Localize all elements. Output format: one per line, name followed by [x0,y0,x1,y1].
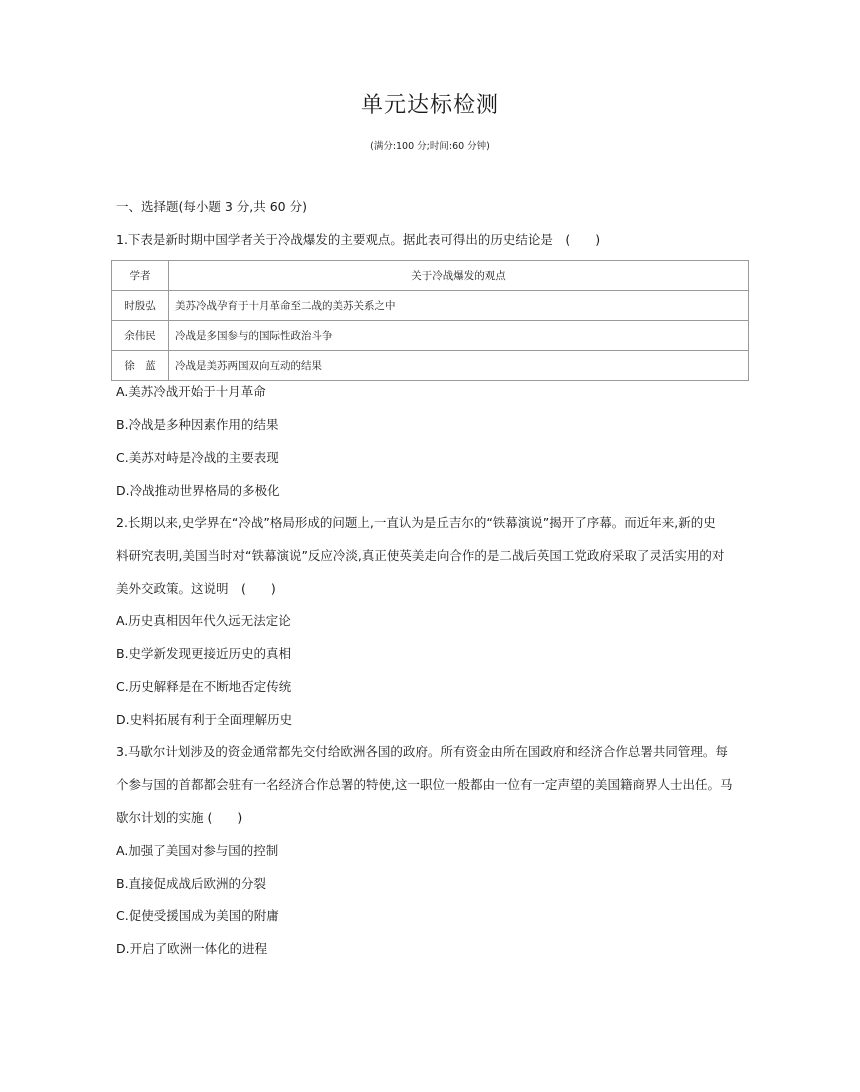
table-header: 学者 [112,261,169,291]
table-cell: 余伟民 [112,321,169,351]
q3-option-d: D.开启了欧洲一体化的进程 [116,941,268,956]
table-row [112,351,749,381]
q2-option-c: C.历史解释是在不断地否定传统 [116,679,292,694]
table-cell: 徐 蓝 [112,351,169,381]
q1-option-d: D.冷战推动世界格局的多极化 [116,483,280,498]
q2-option-d: D.史料拓展有利于全面理解历史 [116,712,293,727]
q1-table [111,260,749,381]
table-cell: 美苏冷战孕育于十月革命至二战的美苏关系之中 [169,291,749,321]
table-cell: 时殷弘 [112,291,169,321]
section-heading: 一、选择题(每小题 3 分,共 60 分) [116,199,307,214]
page-subtitle: (满分:100 分;时间:60 分钟) [370,141,490,152]
page-title: 单元达标检测 [360,93,499,118]
q2-option-a: A.历史真相因年代久远无法定论 [116,613,291,628]
q1-option-b: B.冷战是多种因素作用的结果 [116,417,279,432]
q2-stem-line: 美外交政策。这说明 ( ) [116,581,276,596]
q3-stem-line: 个参与国的首都都会驻有一名经济合作总署的特使,这一职位一般都由一位有一定声望的美国籍商界人士出任。马 [116,777,733,792]
table-cell: 冷战是多国参与的国际性政治斗争 [169,321,749,351]
q1-stem: 1.下表是新时期中国学者关于冷战爆发的主要观点。据此表可得出的历史结论是 ( ) [116,232,601,247]
q3-stem-line: 3.马歇尔计划涉及的资金通常都先交付给欧洲各国的政府。所有资金由所在国政府和经济合作总署共同管理。每 [116,744,728,759]
q3-option-a: A.加强了美国对参与国的控制 [116,843,279,858]
q3-option-b: B.直接促成战后欧洲的分裂 [116,876,267,891]
table-row [112,291,749,321]
q3-stem-line: 歇尔计划的实施 ( ) [116,810,243,825]
q2-stem-line: 料研究表明,美国当时对“铁幕演说”反应冷淡,真正使英美走向合作的是二战后英国工党政府采取了灵活实用的对 [116,548,725,563]
table-row [112,321,749,351]
q2-option-b: B.史学新发现更接近历史的真相 [116,646,292,661]
q3-option-c: C.促使受援国成为美国的附庸 [116,908,279,923]
table-header: 关于冷战爆发的观点 [169,261,749,291]
q2-stem-line: 2.长期以来,史学界在“冷战”格局形成的问题上,一直认为是丘吉尔的“铁幕演说”揭开了序幕。而近年来,新的史 [116,515,716,530]
table-header-row [112,261,749,291]
q1-option-a: A.美苏冷战开始于十月革命 [116,384,266,399]
q1-option-c: C.美苏对峙是冷战的主要表现 [116,450,279,465]
table-cell: 冷战是美苏两国双向互动的结果 [169,351,749,381]
